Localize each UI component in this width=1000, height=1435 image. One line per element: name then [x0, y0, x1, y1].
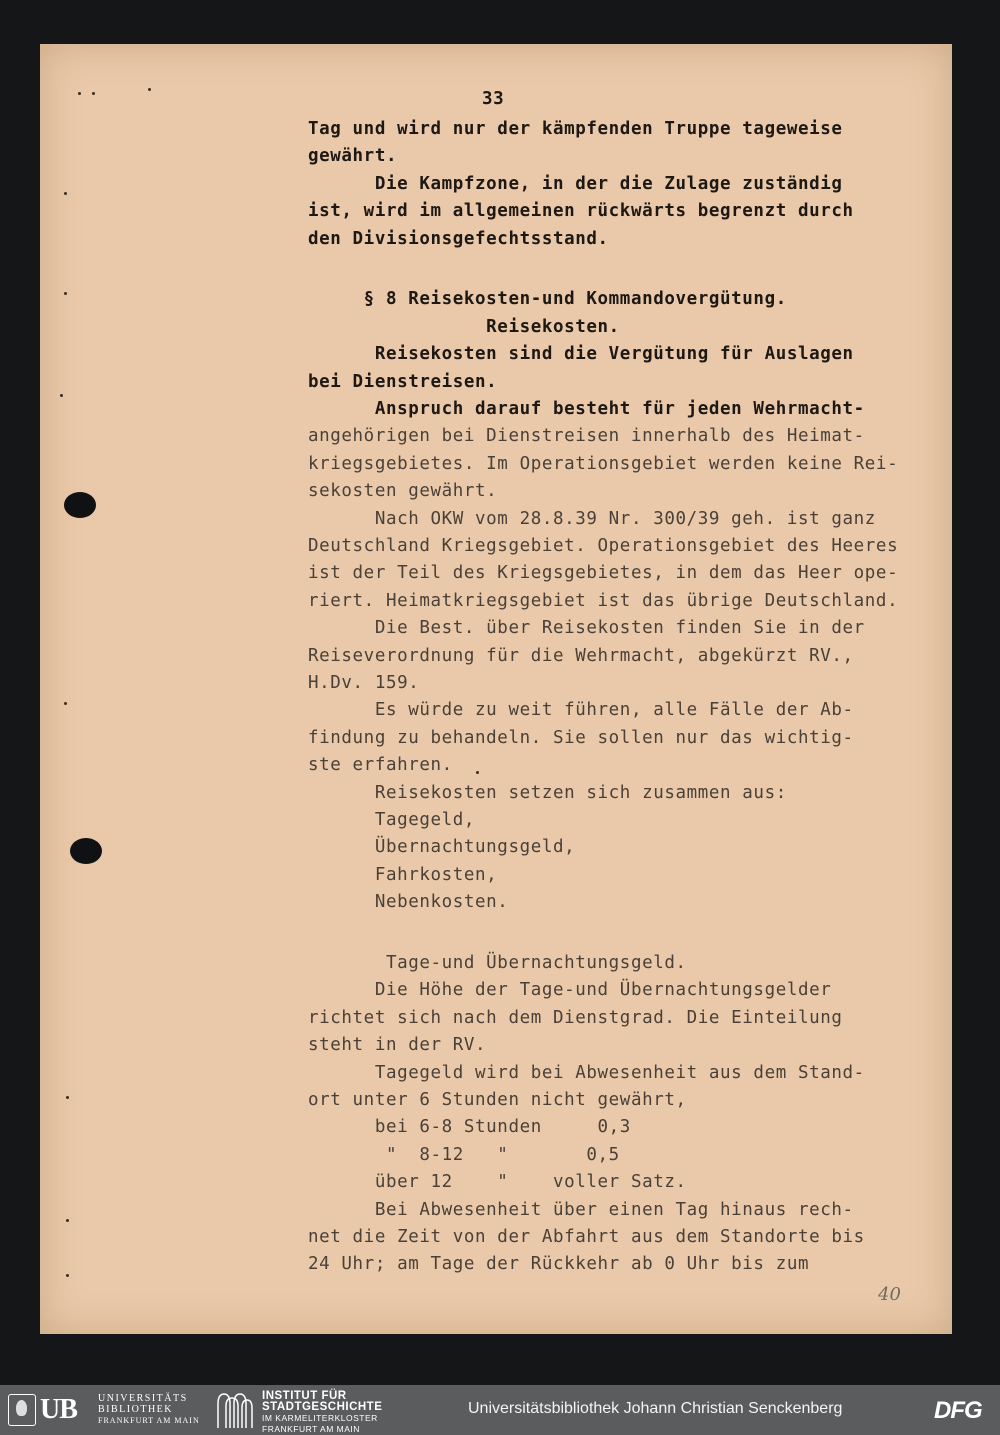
text-line: Nach OKW vom 28.8.39 Nr. 300/39 geh. ist ganz [308, 509, 876, 529]
text-line: Es würde zu weit führen, alle Fälle der Ab- [308, 700, 854, 720]
text-line: Anspruch darauf besteht für jeden Wehrmacht- [308, 399, 865, 419]
text-line: steht in der RV. [308, 1035, 487, 1055]
punch-hole-upper [64, 492, 96, 518]
text-line: § 8 Reisekosten-und Kommandovergütung. [308, 289, 787, 309]
text-line: Reiseverordnung für die Wehrmacht, abgekürzt RV., [308, 646, 854, 666]
text-line: ist der Teil des Kriegsgebietes, in dem das Heer ope- [308, 563, 899, 583]
speck [64, 702, 67, 705]
text-line: Reisekosten sind die Vergütung für Auslagen [308, 344, 854, 364]
text-line: ist, wird im allgemeinen rückwärts begrenzt durch [308, 201, 854, 221]
institute-arches-icon[interactable] [214, 1390, 254, 1430]
text-line: Die Höhe der Tage-und Übernachtungsgelder [308, 980, 832, 1000]
footer-bar [0, 1385, 1000, 1435]
ub-logo[interactable] [8, 1393, 94, 1427]
isg-line-2: STADTGESCHICHTE [262, 1401, 383, 1413]
document-page [40, 44, 952, 1334]
speck [476, 771, 479, 774]
speck [64, 192, 67, 195]
speck [66, 1219, 69, 1222]
text-line: " 8-12 " 0,5 [308, 1145, 620, 1165]
pencil-annotation: 40 [878, 1284, 901, 1305]
text-line: 24 Uhr; am Tage der Rückkehr ab 0 Uhr bis zum [308, 1254, 810, 1274]
library-name: Universitätsbibliothek Johann Christian Senckenberg [468, 1400, 843, 1417]
punch-hole-lower [70, 838, 102, 864]
text-line: gewährt. [308, 146, 398, 166]
speck [66, 1096, 69, 1099]
isg-line-1: INSTITUT FÜR [262, 1390, 347, 1402]
text-line: ort unter 6 Stunden nicht gewährt, [308, 1090, 687, 1110]
page-number: 33 [482, 89, 505, 109]
text-line: findung zu behandeln. Sie sollen nur das wichtig- [308, 728, 854, 748]
text-line: richtet sich nach dem Dienstgrad. Die Einteilung [308, 1008, 843, 1028]
text-line: Tagegeld, [308, 810, 476, 830]
text-line: Reisekosten setzen sich zusammen aus: [308, 783, 787, 803]
text-line: net die Zeit von der Abfahrt aus dem Standorte bis [308, 1227, 865, 1247]
text-line: Nebenkosten. [308, 892, 509, 912]
speck [66, 1274, 69, 1277]
ub-line-2: BIBLIOTHEK [98, 1404, 173, 1415]
speck [64, 292, 67, 295]
text-line: sekosten gewährt. [308, 481, 498, 501]
isg-line-4: FRANKFURT AM MAIN [262, 1424, 360, 1434]
text-line: kriegsgebietes. Im Operationsgebiet werden keine Rei- [308, 454, 899, 474]
text-line: Bei Abwesenheit über einen Tag hinaus rech- [308, 1200, 854, 1220]
text-line: H.Dv. 159. [308, 673, 420, 693]
text-line: bei Dienstreisen. [308, 372, 498, 392]
ub-line-3: FRANKFURT AM MAIN [98, 1416, 200, 1425]
ub-line-1: UNIVERSITÄTS [98, 1393, 188, 1404]
ub-letters: UB [40, 1394, 77, 1425]
text-line: über 12 " voller Satz. [308, 1172, 687, 1192]
dfg-logo[interactable]: DFG [934, 1397, 982, 1424]
text-line: Übernachtungsgeld, [308, 837, 576, 857]
isg-line-3: IM KARMELITERKLOSTER [262, 1413, 378, 1423]
text-line: Die Best. über Reisekosten finden Sie in der [308, 618, 865, 638]
text-line: riert. Heimatkriegsgebiet ist das übrige Deutschland. [308, 591, 899, 611]
text-line: Deutschland Kriegsgebiet. Operationsgebiet des Heeres [308, 536, 899, 556]
text-line: Tage-und Übernachtungsgeld. [308, 953, 687, 973]
ub-name [98, 1393, 200, 1426]
text-line: ste erfahren. [308, 755, 453, 775]
speck [60, 394, 63, 397]
university-seal-icon [8, 1394, 36, 1426]
institute-name [262, 1391, 382, 1435]
speck [92, 92, 95, 95]
text-line: Tagegeld wird bei Abwesenheit aus dem Stand- [308, 1063, 865, 1083]
text-line: Tag und wird nur der kämpfenden Truppe tageweise [308, 119, 843, 139]
text-line: bei 6-8 Stunden 0,3 [308, 1117, 631, 1137]
text-line: Reisekosten. [308, 317, 620, 337]
text-line: Fahrkosten, [308, 865, 498, 885]
text-line: den Divisionsgefechtsstand. [308, 229, 609, 249]
speck [78, 92, 81, 95]
text-line: angehörigen bei Dienstreisen innerhalb des Heimat- [308, 426, 865, 446]
text-line: Die Kampfzone, in der die Zulage zuständig [308, 174, 843, 194]
speck [148, 88, 151, 91]
